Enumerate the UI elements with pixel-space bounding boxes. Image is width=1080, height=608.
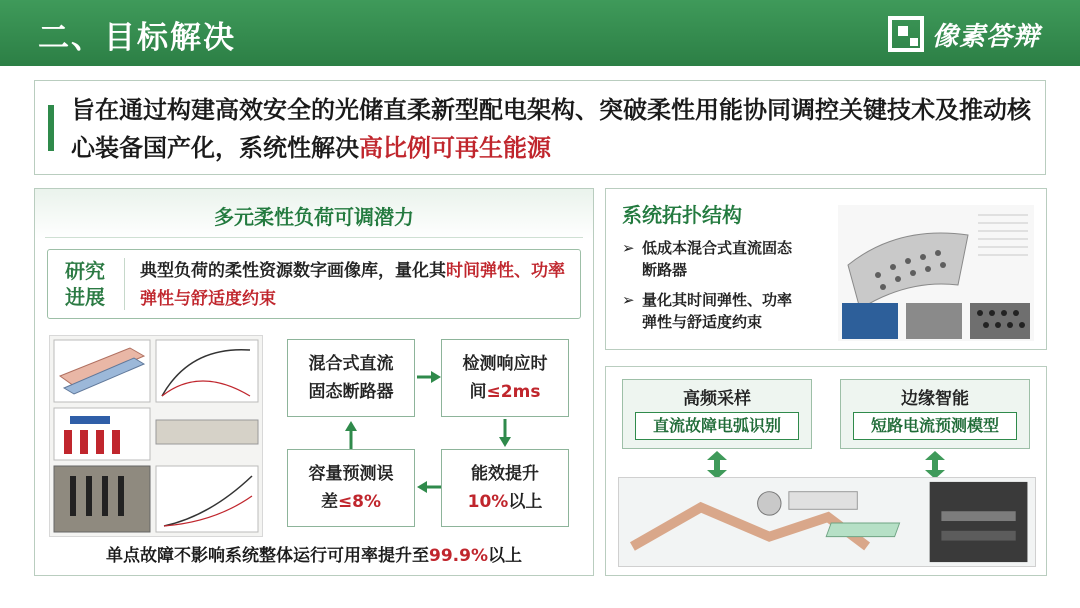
research-text-plain: 典型负荷的柔性资源数字画像库，量化其 bbox=[140, 261, 446, 281]
flow-box-efficiency bbox=[441, 449, 569, 527]
intro-card bbox=[34, 80, 1046, 175]
bullet-arrow-icon: ➢ bbox=[622, 291, 635, 309]
bottom-note-suffix: 以上 bbox=[487, 546, 522, 566]
bottom-note-value: 99.9% bbox=[429, 546, 488, 566]
research-separator bbox=[124, 258, 125, 310]
bullet-arrow-icon: ➢ bbox=[622, 239, 635, 257]
topology-bullet-line1: 量化其时间弹性、功率 bbox=[642, 291, 793, 309]
flow-box-breaker-line2: 固态断路器 bbox=[308, 382, 394, 402]
flow-box-response-value: ≤2ms bbox=[486, 382, 541, 402]
topology-structure-figure bbox=[838, 205, 1034, 341]
research-text-highlight: 时间弹性、功率弹性与舒适度约束 bbox=[140, 261, 565, 309]
flow-box-response-line1: 检测响应时 bbox=[462, 354, 548, 374]
intro-text-highlight: 高比例可再生能源 bbox=[359, 134, 551, 162]
topology-bullet bbox=[622, 289, 832, 333]
flexible-load-panel bbox=[34, 188, 594, 576]
panel-title: 多元柔性负荷可调潜力 bbox=[214, 205, 414, 229]
edge-ai-block bbox=[840, 379, 1030, 449]
flow-box-capacity-prefix: 差 bbox=[320, 492, 338, 512]
sampling-block bbox=[622, 379, 812, 449]
panel-divider bbox=[45, 237, 583, 238]
topology-title: 系统拓扑结构 bbox=[622, 203, 742, 227]
flow-box-breaker-line1: 混合式直流 bbox=[308, 354, 394, 374]
flow-box-efficiency-value: 10% bbox=[467, 492, 509, 512]
device-figure-illustration bbox=[50, 336, 262, 536]
research-tag bbox=[54, 258, 116, 310]
page-title: 二、目标解决 bbox=[38, 20, 236, 56]
header-bar bbox=[0, 0, 1080, 66]
arc-fault-chip: 直流故障电弧识别 bbox=[635, 412, 799, 440]
topology-panel bbox=[605, 188, 1047, 350]
research-text bbox=[140, 257, 574, 313]
research-tag-line2: 进展 bbox=[65, 285, 105, 309]
intro-accent-bar bbox=[48, 105, 54, 151]
double-arrow-icon bbox=[705, 451, 729, 479]
flow-box-efficiency-line1: 能效提升 bbox=[471, 464, 539, 484]
intro-text bbox=[71, 91, 1031, 167]
arrow-down-icon bbox=[497, 419, 513, 449]
arrow-up-icon bbox=[343, 419, 359, 449]
flow-box-capacity-line2 bbox=[288, 488, 414, 516]
flow-box-efficiency-line2 bbox=[442, 488, 568, 516]
research-progress-box bbox=[47, 249, 581, 319]
fabrication-process-figure bbox=[618, 477, 1036, 567]
research-tag-line1: 研究 bbox=[65, 259, 105, 283]
flow-box-efficiency-suffix: 以上 bbox=[508, 492, 543, 512]
flow-box-capacity-line1: 容量预测误 bbox=[308, 464, 394, 484]
flow-box-response-line2 bbox=[442, 378, 568, 406]
sampling-title: 高频采样 bbox=[683, 389, 751, 409]
topology-bullet-line2: 弹性与舒适度约束 bbox=[642, 313, 763, 331]
edge-ai-title: 边缘智能 bbox=[901, 389, 969, 409]
edge-intelligence-panel bbox=[605, 366, 1047, 576]
brand-name: 像素答辩 bbox=[931, 21, 1040, 52]
flow-box-capacity-value: ≤8% bbox=[337, 492, 382, 512]
brand-logo bbox=[888, 14, 1040, 54]
arrow-left-icon bbox=[417, 479, 441, 495]
brand-icon bbox=[888, 16, 924, 52]
flow-box-breaker bbox=[287, 339, 415, 417]
short-circuit-chip: 短路电流预测模型 bbox=[853, 412, 1017, 440]
bottom-note-plain: 单点故障不影响系统整体运行可用率提升至 bbox=[106, 546, 429, 566]
double-arrow-icon bbox=[923, 451, 947, 479]
flow-box-capacity-error bbox=[287, 449, 415, 527]
topology-bullet-line1: 低成本混合式直流固态 bbox=[642, 239, 793, 257]
flow-box-response-time bbox=[441, 339, 569, 417]
topology-bullet bbox=[622, 237, 832, 281]
intro-text-plain: 旨在通过构建高效安全的光储直柔新型配电架构、突破柔性用能协同调控关键技术及推动核心装备国产化，系统性解决 bbox=[71, 96, 1031, 162]
bottom-note bbox=[35, 541, 593, 566]
thermoelectric-device-figure bbox=[49, 335, 263, 537]
arrow-right-icon bbox=[417, 369, 441, 385]
flow-box-response-prefix: 间 bbox=[469, 382, 487, 402]
topology-bullet-line2: 断路器 bbox=[642, 261, 688, 279]
